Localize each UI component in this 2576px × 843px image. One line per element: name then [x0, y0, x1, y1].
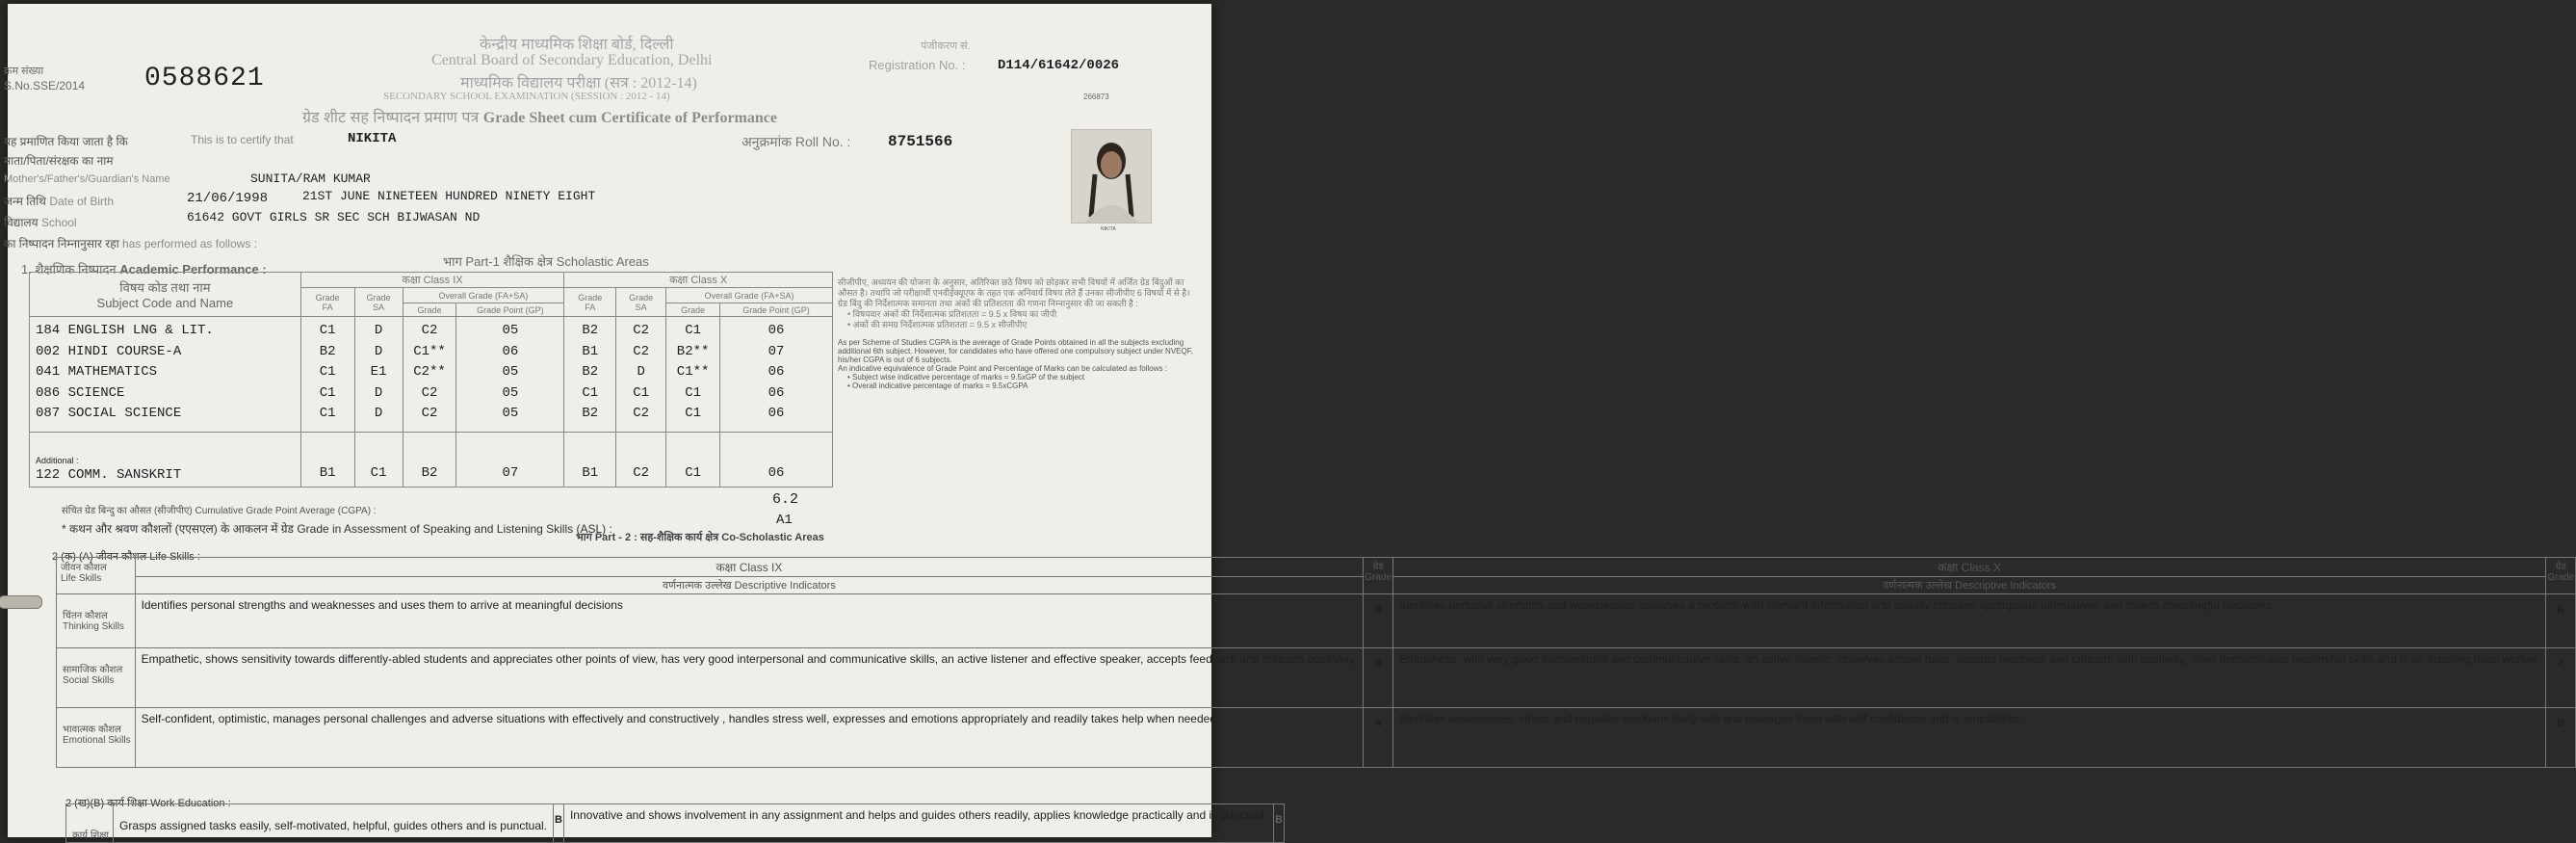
registration-label-hindi: पंजीकरण सं.	[921, 40, 971, 52]
c9-grade-header: Grade	[403, 303, 456, 317]
part2-title: भाग Part - 2 : सह-शैक्षिक कार्य क्षेत्र Co-Scholastic Areas	[576, 532, 824, 543]
gp-cell: 06	[768, 323, 785, 338]
c10-sa-grades	[616, 317, 666, 433]
exam-name-hindi: माध्यमिक विद्यालय परीक्षा (सत्र : 2012-14)	[460, 75, 697, 92]
board-name: Central Board of Secondary Education, Delhi	[431, 52, 713, 68]
grade-cell: C2	[421, 406, 438, 421]
school-label-english: School	[40, 216, 77, 229]
title-hindi: ग्रेड शीट सह निष्पादन प्रमाण पत्र	[302, 110, 480, 126]
roll-label-english: Roll No. :	[794, 134, 851, 149]
grade-cell: C1**	[413, 343, 446, 359]
grade-cell: C1	[685, 323, 701, 338]
grade-cell: B1	[582, 343, 599, 359]
performed-hindi: का निष्पादन निम्नानुसार रहा	[4, 237, 119, 250]
grade-cell: D	[374, 384, 383, 401]
grade-cell: C1**	[676, 364, 710, 380]
additional-subject-name: 122 COMM. SANSKRIT	[36, 467, 182, 483]
exam-name: SECONDARY SCHOOL EXAMINATION (SESSION : 2012 - 14)	[383, 91, 670, 102]
grade-cell: D	[374, 323, 383, 338]
cgpa-value: 6.2	[772, 491, 799, 508]
note-hindi-1: सीजीपीए, अध्ययन की योजना के अनुसार, अतिरिक्त छठे विषय को छोड़कर सभी विषयों में अर्जित ग्रेड बिंदुओं का औसत है। तथापि जो परीक्षार्थी एनवीईक्यूएफ के तहत एक अनिवार्य विषय लेते हैं उनका सीजीपीए 6 विषयों में से है।	[838, 277, 1190, 298]
c9-descriptor: Self-confident, optimistic, manages personal challenges and adverse situations with effectively and constructively , handles stress well, expresses and emotions appropriately and readily takes help when needed.	[135, 708, 1364, 768]
c10-descriptor: Identifies personal strengths and weaknesses, analyses a problem with relevant information and usually chooses appropriate alternatives and makes meaningful decisions.	[1393, 594, 2546, 648]
school-name: 61642 GOVT GIRLS SR SEC SCH BIJWASAN ND	[187, 210, 481, 224]
c10-sa-header	[616, 288, 666, 317]
roll-label	[742, 133, 850, 151]
c10-skill-grade: B	[2546, 594, 2576, 648]
board-name-hindi: केन्द्रीय माध्यमिक शिक्षा बोर्ड, दिल्ली	[480, 37, 674, 53]
academic-table	[29, 272, 833, 487]
certify-label: This is to certify that	[191, 133, 294, 146]
grade-cell: E1	[370, 364, 387, 380]
life-skills-title: 2 (क) (A) जीवन कौशल Life Skills :	[52, 551, 200, 563]
additional-label: Additional :	[36, 456, 79, 465]
student-photo-image	[1072, 130, 1151, 223]
life-skills-column	[57, 558, 136, 594]
title-english: Grade Sheet cum Certificate of Performance	[482, 110, 777, 126]
cos-class10-header: कक्षा Class X	[1393, 558, 2546, 577]
grade-cell: D	[637, 364, 645, 380]
grade-cell: C1	[633, 384, 650, 401]
cos-class9-header: कक्षा Class IX	[135, 558, 1364, 577]
subject-header	[30, 273, 301, 317]
photo-caption: NIKITA	[1101, 226, 1116, 232]
c9-fa-label: FA	[322, 302, 333, 312]
cos-c10-grade-english: Grade	[2547, 572, 2575, 583]
c9-descriptor: Empathetic, shows sensitivity towards differently-abled students and appreciates other points of view, has very good interpersonal and communicative skills, an active listener and effective speaker, accepts feedback and criticism positively.	[135, 648, 1364, 708]
performed-english: has performed as follows :	[122, 237, 258, 250]
grade-cell: C2	[421, 323, 438, 338]
life-skills-table	[56, 557, 2576, 768]
subject-header-hindi: विषय कोड तथा नाम	[119, 280, 211, 295]
asl-label: * कथन और श्रवण कौशलों (एएसएल) के आकलन में ग्रेड Grade in Assessment of Speaking and Listening Skills (ASL) :	[62, 522, 612, 536]
student-name: NIKITA	[348, 131, 397, 146]
work-education-title: 2 (ख)(B) कार्य शिक्षा Work Education :	[65, 798, 231, 809]
cos-c10-grade-header	[2546, 558, 2576, 594]
work-c9-grade: B	[554, 804, 564, 843]
life-skills-column-english: Life Skills	[61, 573, 102, 584]
c9-sa-grade-label: Grade	[366, 292, 391, 303]
gp-cell: 06	[768, 384, 785, 401]
grade-cell: D	[374, 343, 383, 359]
grade-cell: C1	[666, 433, 720, 487]
c9-fa-header	[300, 288, 354, 317]
subject-name: 002 HINDI COURSE-A	[36, 343, 182, 359]
c10-grade-header: Grade	[666, 303, 720, 317]
student-photo	[1071, 129, 1152, 232]
grade-cell: B2	[582, 406, 599, 421]
cgpa-notes	[838, 277, 1204, 390]
grade-cell: D	[374, 406, 383, 421]
grade-cell: C2	[616, 433, 666, 487]
class10-header: कक्षा Class X	[564, 273, 833, 288]
c9-sa-label: SA	[373, 302, 385, 312]
c10-fa-label: FA	[585, 302, 596, 312]
grade-cell: C1	[319, 323, 336, 338]
gp-cell: 07	[456, 433, 564, 487]
c9-gp-header: Grade Point (GP)	[456, 303, 564, 317]
document-title	[302, 106, 777, 127]
c9-overall-header: Overall Grade (FA+SA)	[403, 288, 564, 303]
c9-skill-grade: B	[1364, 648, 1393, 708]
c10-grade-points	[720, 317, 833, 433]
grade-cell: C1	[319, 406, 336, 421]
asl-grade: A1	[776, 513, 793, 528]
work-c10-descriptor: Innovative and shows involvement in any assignment and helps and guides others readily, applies knowledge practically and is punctual.	[563, 804, 1273, 843]
note-hindi-bullet-1: • विषयवार अंकों की निर्देशात्मक प्रतिशतता = 9.5 x विषय का जीपी	[847, 309, 1057, 319]
c10-fa-header	[564, 288, 616, 317]
additional-subject	[30, 433, 301, 487]
emotional-skills-row	[57, 708, 2576, 768]
note-english-bullet-1-text: Subject wise indicative percentage of marks = 9.5xGP of the subject	[852, 373, 1085, 382]
grade-cell: B2	[582, 364, 599, 380]
skill-name	[57, 648, 136, 708]
grade-cell: C1	[685, 384, 701, 401]
gp-cell: 05	[502, 406, 519, 421]
note-hindi-bullet-1-text: विषयवार अंकों की निर्देशात्मक प्रतिशतता = 9.5 x विषय का जीपी	[852, 309, 1057, 319]
skill-name-english: Social Skills	[63, 675, 115, 686]
additional-subject-row	[30, 433, 833, 487]
dob-label-english: Date of Birth	[49, 195, 115, 208]
grade-cell: B2	[582, 323, 599, 338]
grade-cell: C1	[685, 406, 701, 421]
note-english-1: As per Scheme of Studies CGPA is the average of Grade Points obtained in all the subjects excluding additional 6th subject. However, for candidates who have offered one compulsory subject under NVEQF, his/her CGPA is out of 6 subjects.	[838, 338, 1193, 364]
grade-cell: B2	[403, 433, 456, 487]
c9-grade-points	[456, 317, 564, 433]
parent-label: Mother's/Father's/Guardian's Name	[4, 173, 170, 185]
skill-name-hindi: सामाजिक कौशल	[63, 665, 123, 675]
dob-label-hindi: जन्म तिथि	[4, 195, 46, 208]
gp-cell: 05	[502, 364, 519, 380]
gp-cell: 05	[502, 323, 519, 338]
cos-c9-grade-english: Grade	[1365, 572, 1392, 583]
subject-name: 041 MATHEMATICS	[36, 364, 158, 380]
life-skills-column-hindi: जीवन कौशल	[61, 563, 107, 573]
grade-cell: B2**	[676, 343, 710, 359]
registration-label: Registration No. :	[869, 58, 966, 72]
c9-skill-grade: B	[1364, 594, 1393, 648]
date-of-birth: 21/06/1998	[187, 191, 269, 206]
part1-title: भाग Part-1 शैक्षिक क्षेत्र Scholastic Areas	[443, 254, 649, 269]
note-english-bullet-2-text: Overall indicative percentage of marks = 9.5xCGPA	[852, 382, 1028, 390]
grade-cell: B2	[319, 343, 336, 359]
binder-clip	[0, 595, 42, 609]
cos-c10-desc-header: वर्णनात्मक उल्लेख Descriptive Indicators	[1393, 577, 2546, 594]
work-education-row	[66, 804, 1285, 843]
date-of-birth-words: 21ST JUNE NINETEEN HUNDRED NINETY EIGHT	[302, 189, 596, 203]
subject-header-english: Subject Code and Name	[96, 296, 234, 310]
cos-c10-grade-hindi: ग्रेड	[2555, 562, 2566, 572]
dob-label	[4, 193, 114, 209]
c10-overall-header: Overall Grade (FA+SA)	[666, 288, 833, 303]
note-hindi-bullet-2-text: अंकों की समग्र निर्देशात्मक प्रतिशतता = 9.5 x सीजीपीए	[852, 320, 1028, 329]
c9-skill-grade: A	[1364, 708, 1393, 768]
c10-sa-grade-label: Grade	[629, 292, 654, 303]
cos-c9-grade-hindi: ग्रेड	[1372, 562, 1384, 572]
school-label-hindi: विद्यालय	[4, 216, 39, 229]
grade-cell: C2	[633, 343, 650, 359]
grade-sheet-document	[4, 4, 2575, 841]
cgpa-label: संचित ग्रेड बिन्दु का औसत (सीजीपीए) Cumulative Grade Point Average (CGPA) :	[62, 506, 377, 516]
subject-name: 184 ENGLISH LNG & LIT.	[36, 323, 214, 338]
certify-hindi: यह प्रमाणित किया जाता है कि	[4, 135, 128, 148]
skill-name-english: Thinking Skills	[63, 621, 124, 632]
sno-label: S.No.SSE/2014	[4, 79, 86, 92]
grade-cell: B1	[564, 433, 616, 487]
gp-cell: 06	[768, 406, 785, 421]
serial-number: 0588621	[144, 64, 265, 93]
c10-descriptor: Empathetic, with very good interpersonal and communicative skills, an active listener, observes school rules, accepts feedback and criticism with positivity, often demonstrates leadership skills and is an inspiring team worker.	[1393, 648, 2546, 708]
gp-cell: 06	[720, 433, 833, 487]
subject-list	[30, 317, 301, 433]
note-english-2: An indicative equivalence of Grade Point and Percentage of Marks can be calculated as follows :	[838, 364, 1167, 373]
c9-fa-grade-label: Grade	[315, 292, 340, 303]
sno-label-hindi: क्रम संख्या	[4, 66, 44, 77]
parent-name: SUNITA/RAM KUMAR	[250, 171, 371, 186]
c10-skill-grade: A	[2546, 648, 2576, 708]
gp-cell: 07	[768, 343, 785, 359]
subject-name: 086 SCIENCE	[36, 384, 125, 401]
grade-cell: C1	[582, 384, 599, 401]
note-english-bullet-2: • Overall indicative percentage of marks = 9.5xCGPA	[847, 382, 1028, 390]
c9-descriptor: Identifies personal strengths and weaknesses and uses them to arrive at meaningful decisions	[135, 594, 1364, 648]
skill-name	[57, 594, 136, 648]
c10-gp-header: Grade Point (GP)	[720, 303, 833, 317]
c9-fa-grades	[300, 317, 354, 433]
main-subjects-row	[30, 317, 833, 433]
cos-c9-desc-header: वर्णनात्मक उल्लेख Descriptive Indicators	[135, 577, 1364, 594]
grade-cell: C2	[421, 384, 438, 401]
work-skill-name: कार्य शिक्षा	[66, 804, 114, 843]
social-skills-row	[57, 648, 2576, 708]
cos-c9-grade-header	[1364, 558, 1393, 594]
c10-fa-grade-label: Grade	[578, 292, 603, 303]
performed-line	[4, 235, 257, 251]
grade-cell: C1	[354, 433, 403, 487]
work-c10-grade: B	[1274, 804, 1284, 843]
skill-name-hindi: चिंतन कौशल	[63, 611, 108, 621]
grade-cell: C1	[319, 364, 336, 380]
roll-label-hindi: अनुक्रमांक	[742, 134, 792, 149]
academic-title-hindi: 1. शैक्षणिक निष्पादन	[21, 262, 117, 277]
note-hindi-2: ग्रेड बिंदु की निर्देशात्मक समानता तथा अंकों की प्रतिशतता की गणना निम्नानुसार की जा सकती है :	[838, 299, 1138, 308]
subject-name: 087 SOCIAL SCIENCE	[36, 406, 182, 421]
academic-title-english: Academic Performance :	[119, 262, 267, 277]
note-english-bullet-1: • Subject wise indicative percentage of marks = 9.5xGP of the subject	[847, 373, 1085, 382]
grade-cell: C2**	[413, 364, 446, 380]
parent-label-hindi: माता/पिता/संरक्षक का नाम	[4, 154, 114, 168]
class9-header: कक्षा Class IX	[300, 273, 564, 288]
grade-cell: B1	[300, 433, 354, 487]
gp-cell: 06	[502, 343, 519, 359]
c10-overall-grades	[666, 317, 720, 433]
work-c9-descriptor: Grasps assigned tasks easily, self-motivated, helpful, guides others and is punctual.	[114, 804, 554, 843]
grade-cell: C2	[633, 323, 650, 338]
c10-sa-label: SA	[635, 302, 647, 312]
skill-name-hindi: भावात्मक कौशल	[63, 724, 121, 735]
c9-sa-grades	[354, 317, 403, 433]
skill-name-english: Emotional Skills	[63, 735, 131, 746]
c9-sa-header	[354, 288, 403, 317]
grade-cell: C1	[319, 384, 336, 401]
skill-name	[57, 708, 136, 768]
c10-skill-grade: B	[2546, 708, 2576, 768]
work-education-table	[65, 803, 1285, 843]
note-hindi-bullet-2: • अंकों की समग्र निर्देशात्मक प्रतिशतता = 9.5 x सीजीपीए	[847, 320, 1028, 329]
gp-cell: 06	[768, 364, 785, 380]
thinking-skills-row	[57, 594, 2576, 648]
c10-descriptor: Identifies weaknesses, stress and negative emotions fairly well and manages them with self confidence and is empathetic.	[1393, 708, 2546, 768]
registration-number: D114/61642/0026	[998, 58, 1120, 73]
c10-fa-grades	[564, 317, 616, 433]
gp-cell: 05	[502, 384, 519, 401]
school-label	[4, 214, 77, 230]
c9-overall-grades	[403, 317, 456, 433]
roll-number: 8751566	[888, 133, 953, 150]
small-serial: 266873	[1083, 92, 1109, 101]
grade-cell: C2	[633, 406, 650, 421]
